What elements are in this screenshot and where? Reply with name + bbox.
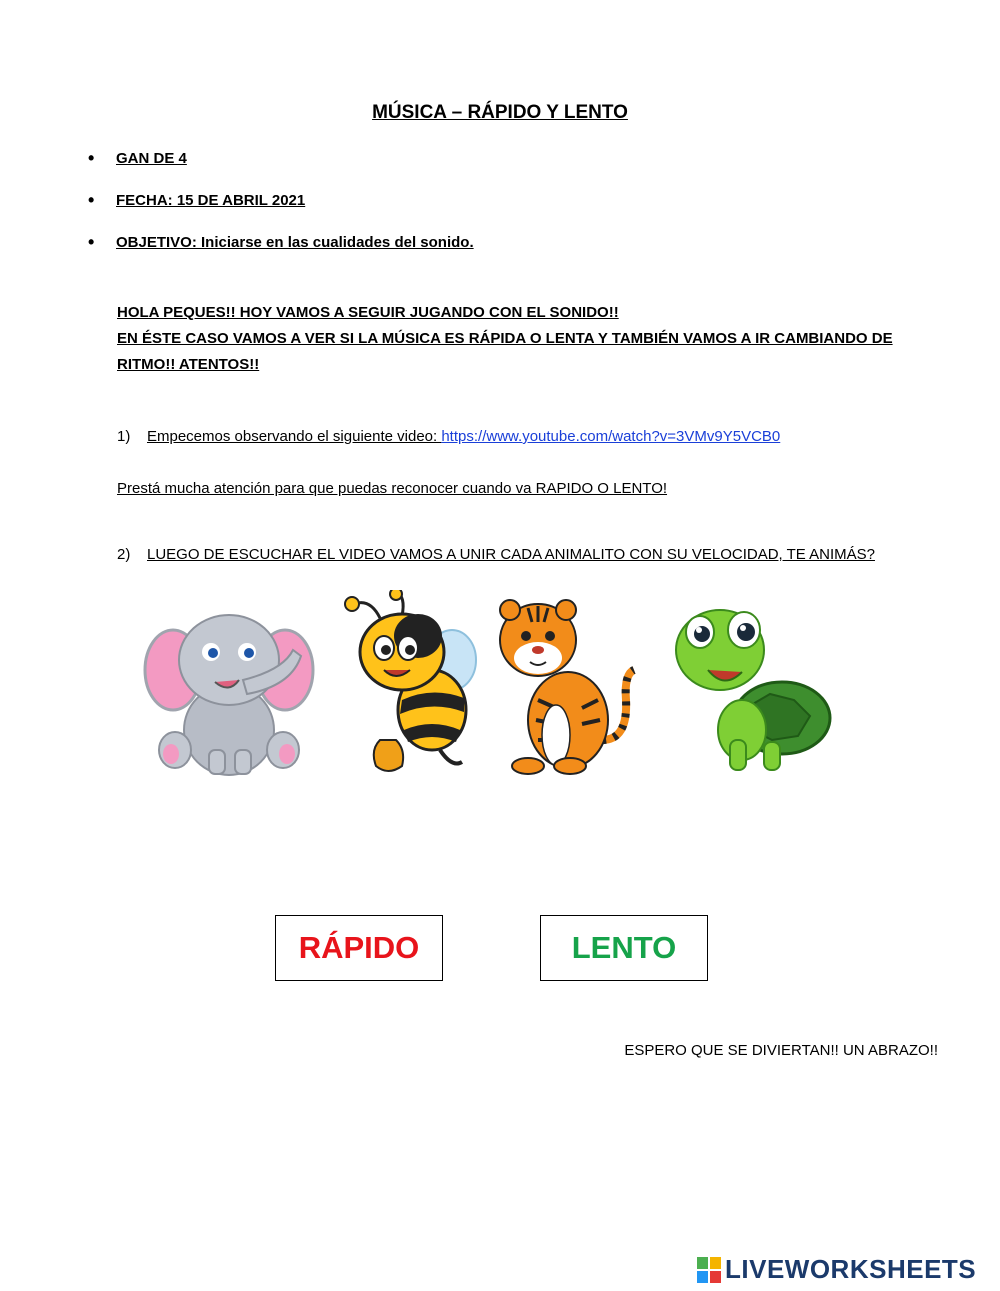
liveworksheets-icon bbox=[697, 1257, 721, 1283]
info-date: • FECHA: 15 DE ABRIL 2021 bbox=[88, 192, 474, 234]
intro-text bbox=[117, 300, 917, 378]
fast-label: RÁPIDO bbox=[298, 930, 420, 965]
slow-label-box[interactable] bbox=[540, 915, 708, 981]
attention-note: Prestá mucha atención para que puedas reconocer cuando va RAPIDO O LENTO! bbox=[117, 480, 668, 497]
slow-label: LENTO bbox=[571, 930, 677, 965]
info-group: • GAN DE 4 bbox=[88, 150, 474, 192]
step-1-number: 1) bbox=[117, 428, 131, 445]
intro-line-1: HOLA PEQUES!! HOY VAMOS A SEGUIR JUGANDO CON EL SONIDO!! bbox=[117, 304, 619, 321]
intro-line-2: EN ÉSTE CASO VAMOS A VER SI LA MÚSICA ES RÁPIDA O LENTA Y TAMBIÉN VAMOS A IR CAMBIANDO DE RITMO!! ATENTOS!! bbox=[117, 330, 893, 373]
brand-logo[interactable] bbox=[697, 1254, 976, 1285]
step-2 bbox=[117, 546, 875, 563]
step-2-number: 2) bbox=[117, 546, 131, 563]
turtle-image[interactable] bbox=[672, 590, 832, 780]
brand-name: LIVEWORKSHEETS bbox=[725, 1254, 977, 1284]
step-1 bbox=[117, 428, 780, 445]
elephant-image[interactable] bbox=[143, 590, 315, 780]
fast-label-box[interactable] bbox=[275, 915, 443, 981]
bee-image[interactable] bbox=[340, 590, 480, 780]
closing-text: ESPERO QUE SE DIVIERTAN!! UN ABRAZO!! bbox=[624, 1042, 938, 1059]
info-objective: • OBJETIVO: Iniciarse en las cualidades del sonido. bbox=[88, 234, 474, 276]
step-1-text: Empecemos observando el siguiente video: bbox=[147, 428, 442, 445]
tiger-image[interactable] bbox=[498, 590, 643, 780]
step-2-text: LUEGO DE ESCUCHAR EL VIDEO VAMOS A UNIR CADA ANIMALITO CON SU VELOCIDAD, TE ANIMÁS? bbox=[147, 546, 875, 563]
video-link[interactable]: https://www.youtube.com/watch?v=3VMv9Y5VCB0 bbox=[441, 428, 781, 445]
info-list bbox=[88, 150, 474, 276]
page-title: MÚSICA – RÁPIDO Y LENTO bbox=[372, 102, 628, 123]
